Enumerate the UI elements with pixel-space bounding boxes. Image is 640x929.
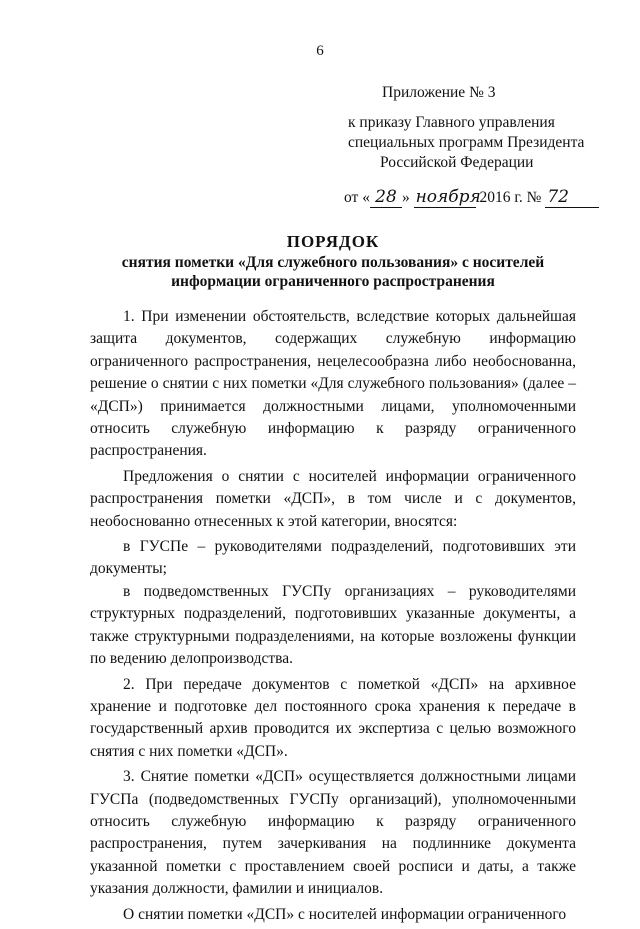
appendix-title: Приложение № 3 bbox=[382, 84, 496, 101]
appendix-line-3: Российской Федерации bbox=[380, 154, 534, 171]
paragraph-2: Предложения о снятии с носителей информации ограниченного распространения пометки «ДСП», в том числе и с документов, необоснованно отнесенных к этой категории, вносятся: bbox=[90, 467, 576, 530]
handwritten-month: ноября bbox=[415, 187, 481, 207]
paragraph-3: в ГУСПе – руководителями подразделений, подготовивших эти документы; bbox=[90, 538, 576, 578]
appendix-line-1: к приказу Главного управления bbox=[348, 114, 555, 131]
document-body bbox=[90, 306, 576, 929]
page-number: 6 bbox=[316, 43, 324, 59]
appendix-line-2: специальных программ Президента bbox=[348, 134, 585, 151]
date-mid: » bbox=[401, 189, 410, 206]
date-year: 2016 г. № bbox=[479, 189, 542, 206]
heading-subtitle-2: информации ограниченного распространения bbox=[171, 273, 495, 290]
handwritten-day: 28 bbox=[370, 187, 402, 208]
paragraph-7: О снятии пометки «ДСП» с носителей информации ограниченного bbox=[123, 905, 567, 923]
paragraph-5: 2. При передаче документов с пометкой «ДСП» на архивное хранение и подготовке дел постоянного срока хранения к передаче в государственный архив проводится их экспертиза с целью возможного снятия с них пометки «ДСП». bbox=[90, 675, 576, 760]
appendix-block bbox=[334, 83, 594, 208]
handwritten-order-number: 72 bbox=[545, 187, 599, 208]
paragraph-4: в подведомственных ГУСПу организациях – руководителями структурных подразделений, подготовивших указанные документы, а также структурными подразделениями, на которые возложены функции по ведению делопроизводства. bbox=[90, 582, 576, 668]
paragraph-1: 1. При изменении обстоятельств, вследствие которых дальнейшая защита документов, содержащих служебную информацию ограниченного распространения, нецелесообразна либо необоснованна, решение о снятии с них пометки «Для служебного пользования» (далее – «ДСП») принимается должностными лицами, уполномоченными относить служебную информацию к разряду ограниченного распространения. bbox=[90, 308, 576, 460]
appendix-date-line bbox=[334, 187, 594, 208]
heading-subtitle-1: снятия пометки «Для служебного пользования» с носителей bbox=[121, 254, 545, 271]
date-prefix: от « bbox=[344, 189, 370, 206]
paragraph-6: 3. Снятие пометки «ДСП» осуществляется должностными лицами ГУСПа (подведомственных ГУСПу организаций), уполномоченными относить служебную информацию к разряду ограниченного распространения, путем зачеркивания на подлиннике документа указанной пометки с проставлением своей росписи и даты, а также указания должности, фамилии и инициалов. bbox=[90, 768, 576, 898]
heading-title: ПОРЯДОК bbox=[286, 232, 380, 251]
document-heading bbox=[90, 231, 576, 291]
